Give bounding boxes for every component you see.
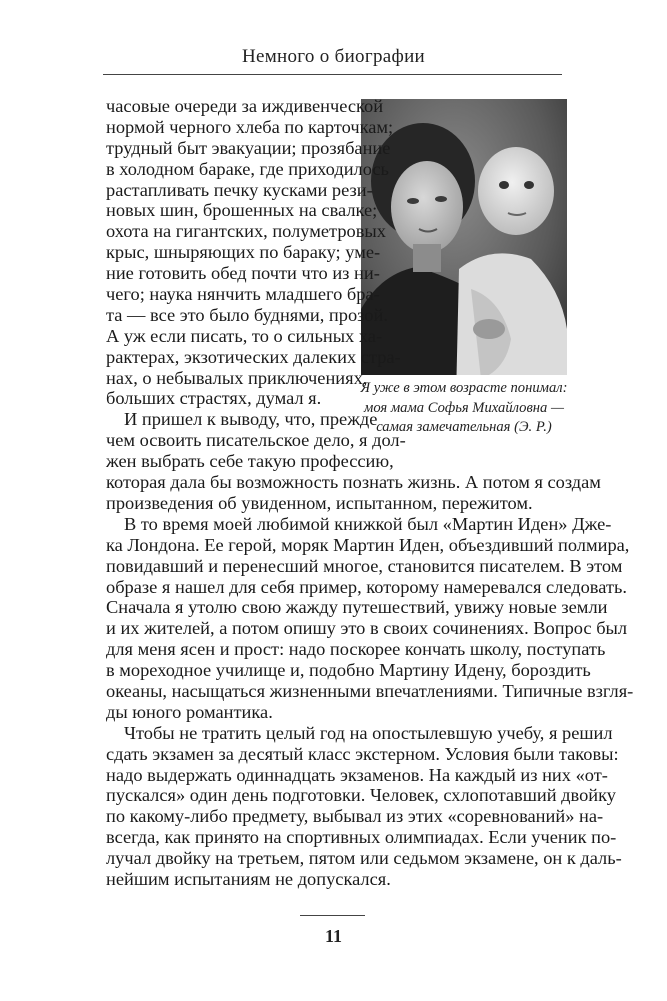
text-line: А уж если писать, то о сильных ха-	[106, 326, 383, 346]
text-line: новых шин, брошенных на свалке;	[106, 200, 378, 220]
text-line: В то время моей любимой книжкой был «Мартин Иден» Дже-	[124, 514, 612, 534]
family-photo	[361, 99, 567, 375]
text-line: сдать экзамен за десятый класс экстерном. Условия были таковы:	[106, 744, 619, 764]
text-line: произведения об увиденном, испытанном, пережитом.	[106, 493, 533, 513]
text-line: часовые очереди за иждивенческой	[106, 96, 384, 116]
caption-line: моя мама Софья Михайловна —	[364, 399, 564, 416]
text-line: растапливать печку кусками рези-	[106, 180, 373, 200]
text-line: рактерах, экзотических далеких стра-	[106, 347, 401, 367]
text-line: ние готовить обед почти что из ни-	[106, 263, 380, 283]
text-line: и их жителей, а потом опишу это в своих сочинениях. Вопрос был	[106, 618, 628, 638]
text-line: трудный быт эвакуации; прозябание	[106, 138, 391, 158]
text-line: И пришел к выводу, что, прежде	[124, 409, 378, 429]
text-line: Чтобы не тратить целый год на опостылевшую учебу, я решил	[124, 723, 613, 743]
caption-line: самая замечательная (Э. Р.)	[376, 419, 552, 435]
text-line: нормой черного хлеба по карточкам;	[106, 117, 394, 137]
text-line: ка Лондона. Ее герой, моряк Мартин Иден, объездивший полмира,	[106, 535, 630, 555]
text-line: чем освоить писательское дело, я дол-	[106, 430, 406, 450]
text-line: океаны, насыщаться жизненными впечатлениями. Типичные взгля-	[106, 681, 634, 701]
text-line: больших страстях, думал я.	[106, 388, 322, 408]
text-line: надо выдержать одиннадцать экзаменов. На каждый из них «от-	[106, 765, 608, 785]
text-line: в холодном бараке, где приходилось	[106, 159, 389, 179]
text-line: чего; наука нянчить младшего бра-	[106, 284, 380, 304]
text-line: охота на гигантских, полуметровых	[106, 221, 386, 241]
caption-line: Я уже в этом возрасте понимал:	[360, 380, 568, 396]
text-line: образе я нашел для себя пример, которому намеревался следовать.	[106, 577, 627, 597]
text-line: крыс, шныряющих по бараку; уме-	[106, 242, 381, 262]
running-title: Немного о биографии	[241, 46, 426, 67]
footer-rule	[300, 915, 365, 916]
text-line: Сначала я утолю свою жажду путешествий, увижу новые земли	[106, 597, 608, 617]
text-line: по какому-либо предмету, выбывал из этих «соревнований» на-	[106, 806, 604, 826]
text-line: всегда, как принято на спортивных олимпиадах. Если ученик по-	[106, 827, 617, 847]
text-line: нейшим испытаниям не допускался.	[106, 869, 391, 889]
text-line: та — все это было буднями, прозой.	[106, 305, 388, 325]
text-line: ды юного романтика.	[106, 702, 273, 722]
text-line: которая дала бы возможность познать жизнь. А потом я создам	[106, 472, 601, 492]
text-line: в мореходное училище и, подобно Мартину Идену, бороздить	[106, 660, 591, 680]
text-line: пускался» один день подготовки. Человек, схлопотавший двойку	[106, 785, 616, 805]
header-rule	[103, 74, 562, 75]
text-line: лучал двойку на третьем, пятом или седьмом экзамене, он к даль-	[106, 848, 622, 868]
text-line: для меня ясен и прост: надо поскорее кончать школу, поступать	[106, 639, 606, 659]
text-line: жен выбрать себе такую профессию,	[106, 451, 394, 471]
text-line: нах, о небывалых приключениях,	[106, 368, 368, 388]
page-number: 11	[324, 926, 342, 946]
text-line: повидавший и перенесший многое, становится писателем. В этом	[106, 556, 623, 576]
